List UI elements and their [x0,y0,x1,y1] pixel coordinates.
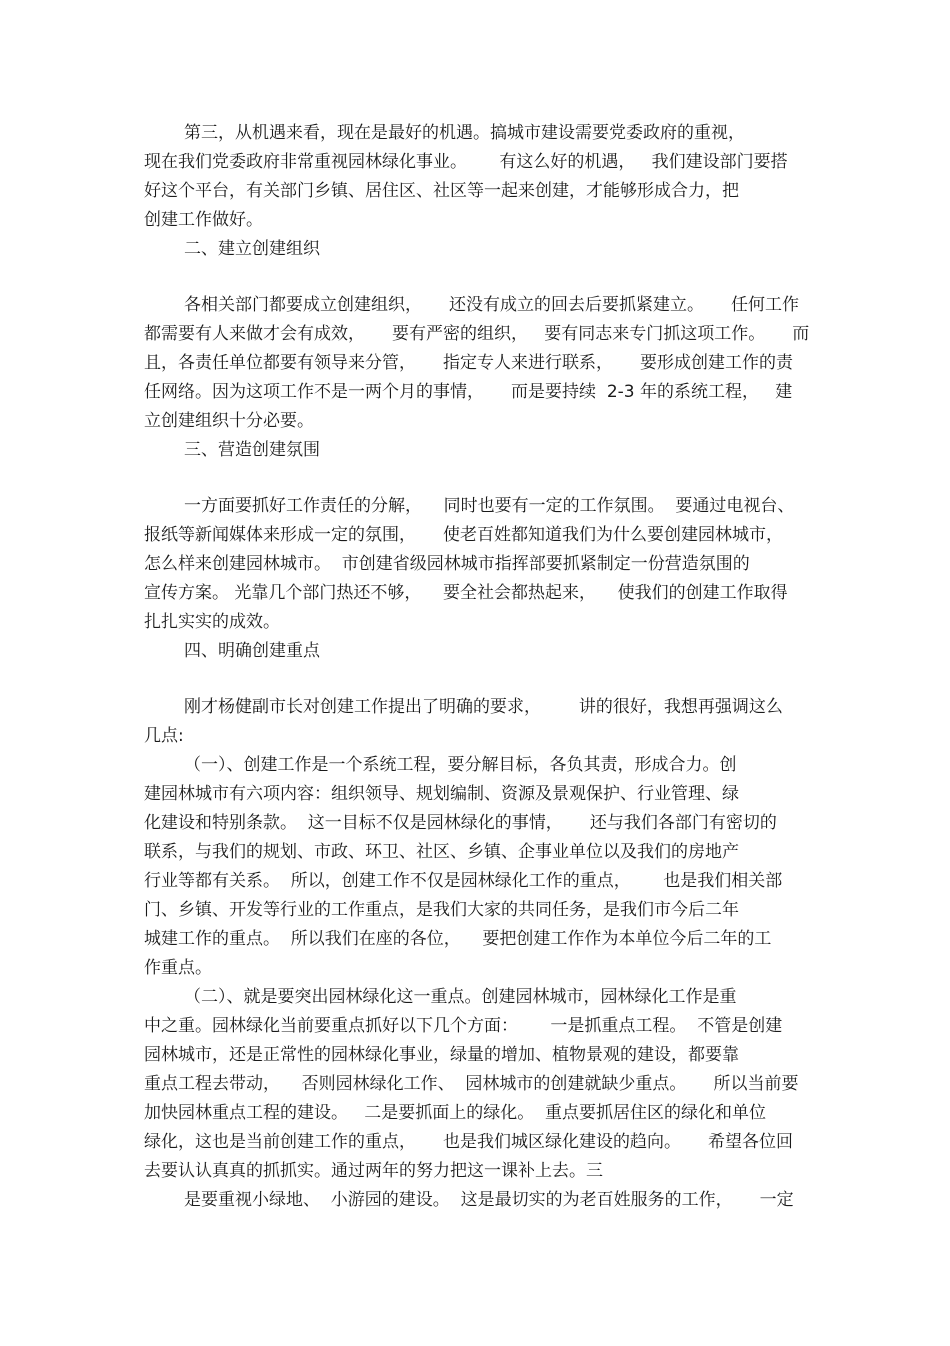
text-line: 门、乡镇、开发等行业的工作重点，是我们大家的共同任务，是我们市今后二年 [144,900,739,920]
text-line: 重点工程去带动， 否则园林绿化工作、 园林城市的创建就缺少重点。 所以当前要 [144,1074,799,1094]
text-line: 联系，与我们的规划、市政、环卫、社区、乡镇、企事业单位以及我们的房地产 [144,842,739,862]
text-line: （一）、创建工作是一个系统工程，要分解目标，各负其责，形成合力。创 [184,755,737,775]
text-line: 化建设和特别条款。 这一目标不仅是园林绿化的事情， 还与我们各部门有密切的 [144,813,777,833]
text-line: 现在我们党委政府非常重视园林绿化事业。 有这么好的机遇， 我们建设部门要搭 [144,152,788,172]
text-line: 建园林城市有六项内容：组织领导、规划编制、资源及景观保护、行业管理、绿 [144,784,739,804]
section-heading: 三、营造创建氛围 [184,440,320,460]
text-line: 去要认认真真的抓抓实。通过两年的努力把这一课补上去。三 [144,1161,603,1181]
text-line: 创建工作做好。 [144,210,263,230]
text-line: 好这个平台，有关部门乡镇、居住区、社区等一起来创建，才能够形成合力，把 [144,181,739,201]
text-line: 各相关部门都要成立创建组织， 还没有成立的回去后要抓紧建立。 任何工作 [184,295,800,315]
text-line: 中之重。园林绿化当前要重点抓好以下几个方面： 一是抓重点工程。 不管是创建 [144,1016,783,1036]
text-line: 任网络。因为这项工作不是一两个月的事情， 而是要持续 2-3 年的系统工程， 建 [144,382,793,402]
text-line: 一方面要抓好工作责任的分解， 同时也要有一定的工作氛围。 要通过电视台、 [184,496,795,516]
text-line: 宣传方案。 光靠几个部门热还不够， 要全社会都热起来， 使我们的创建工作取得 [144,583,788,603]
text-line: 且，各责任单位都要有领导来分管， 指定专人来进行联系， 要形成创建工作的责 [144,353,794,373]
text-line: 怎么样来创建园林城市。 市创建省级园林城市指挥部要抓紧制定一份营造氛围的 [144,554,750,574]
text-line: 行业等都有关系。 所以，创建工作不仅是园林绿化工作的重点， 也是我们相关部 [144,871,783,891]
text-line: 报纸等新闻媒体来形成一定的氛围， 使老百姓都知道我们为什么要创建园林城市， [144,525,784,545]
section-heading: 二、建立创建组织 [184,239,320,259]
text-line: 作重点。 [144,958,212,978]
text-line: 刚才杨健副市长对创建工作提出了明确的要求， 讲的很好，我想再强调这么 [184,697,783,717]
text-line: 都需要有人来做才会有成效， 要有严密的组织， 要有同志来专门抓这项工作。 而 [144,324,810,344]
text-line: （二）、就是要突出园林绿化这一重点。创建园林城市，园林绿化工作是重 [184,987,737,1007]
text-line: 绿化，这也是当前创建工作的重点， 也是我们城区绿化建设的趋向。 希望各位回 [144,1132,794,1152]
text-line: 几点: [144,726,184,746]
text-line: 加快园林重点工程的建设。 二是要抓面上的绿化。 重点要抓居住区的绿化和单位 [144,1103,767,1123]
text-line: 园林城市，还是正常性的园林绿化事业，绿量的增加、植物景观的建设，都要靠 [144,1045,739,1065]
text-line: 扎扎实实的成效。 [144,612,280,632]
section-heading: 四、明确创建重点 [184,641,320,661]
text-line: 城建工作的重点。 所以我们在座的各位， 要把创建工作作为本单位今后二年的工 [144,929,772,949]
text-line: 立创建组织十分必要。 [144,411,314,431]
text-line: 第三，从机遇来看，现在是最好的机遇。搞城市建设需要党委政府的重视， [184,123,745,143]
text-line: 是要重视小绿地、 小游园的建设。 这是最切实的为老百姓服务的工作， 一定 [184,1190,794,1210]
